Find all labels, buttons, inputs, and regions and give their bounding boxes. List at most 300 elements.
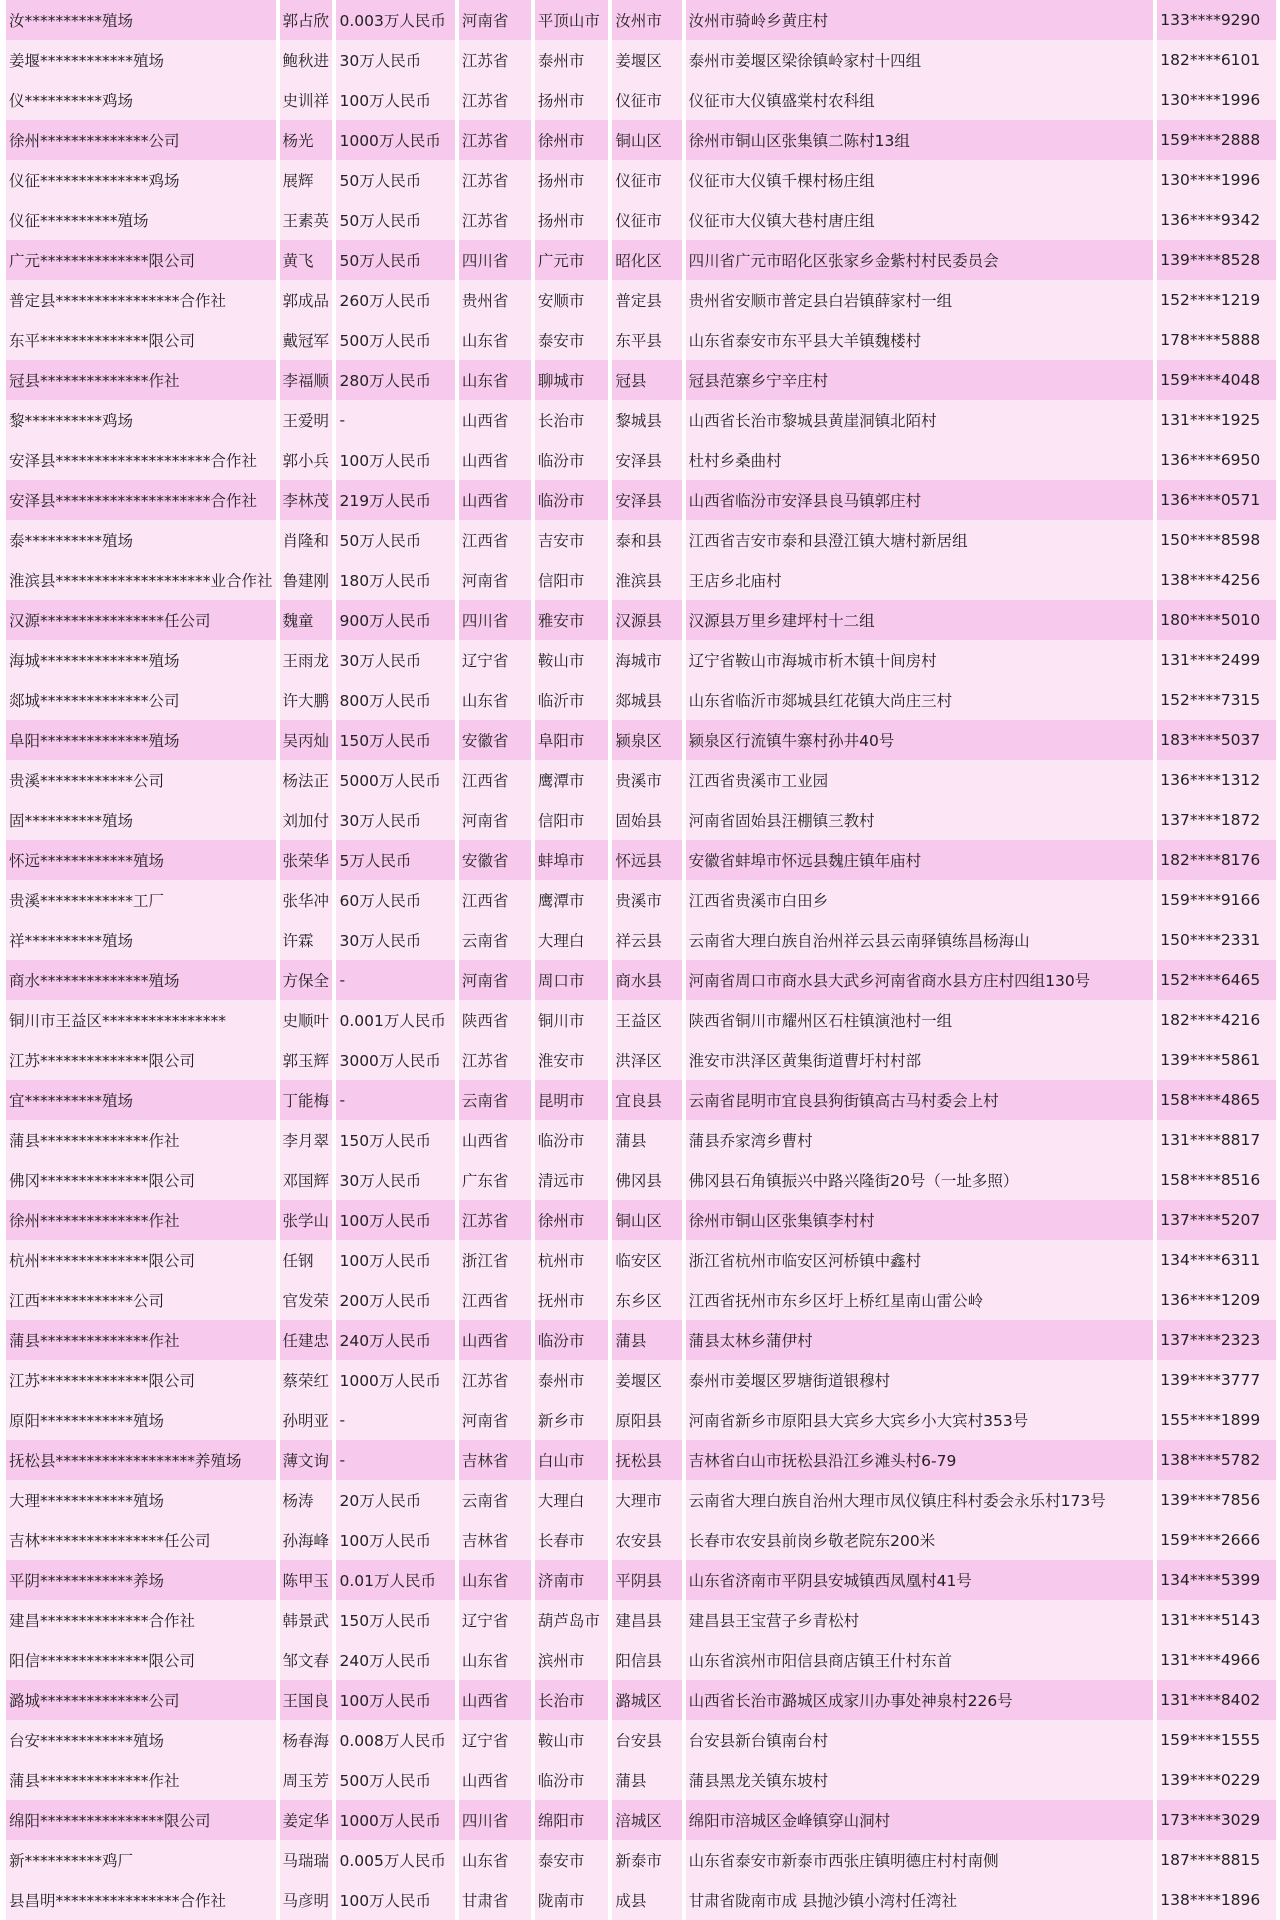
province-cell: 安徽省 <box>459 720 531 760</box>
address-cell: 建昌县王宝营子乡青松村 <box>686 1600 1154 1640</box>
capital-cell: 30万人民币 <box>336 1160 454 1200</box>
province-cell: 江苏省 <box>459 160 531 200</box>
city-cell: 抚州市 <box>535 1280 608 1320</box>
district-cell: 铜山区 <box>612 120 681 160</box>
capital-cell: 30万人民币 <box>336 800 454 840</box>
company-name-cell: 阜阳**************殖场 <box>6 720 276 760</box>
table-row <box>6 760 1276 800</box>
province-cell: 甘肃省 <box>459 1880 531 1920</box>
phone-cell: 182****6101 <box>1157 40 1276 80</box>
company-name-cell: 阳信**************限公司 <box>6 1640 276 1680</box>
phone-cell: 150****8598 <box>1157 520 1276 560</box>
district-cell: 东乡区 <box>612 1280 681 1320</box>
city-cell: 大理白 <box>535 1480 608 1520</box>
city-cell: 大理白 <box>535 920 608 960</box>
table-row <box>6 640 1276 680</box>
district-cell: 农安县 <box>612 1520 681 1560</box>
city-cell: 临汾市 <box>535 1320 608 1360</box>
phone-cell: 137****5207 <box>1157 1200 1276 1240</box>
table-row <box>6 840 1276 880</box>
company-name-cell: 大理************殖场 <box>6 1480 276 1520</box>
city-cell: 临汾市 <box>535 480 608 520</box>
city-cell: 信阳市 <box>535 800 608 840</box>
legal-rep-cell: 肖隆和 <box>280 520 333 560</box>
table-row <box>6 1600 1276 1640</box>
table-row <box>6 1560 1276 1600</box>
address-cell: 泰州市姜堰区梁徐镇岭家村十四组 <box>686 40 1154 80</box>
capital-cell: 100万人民币 <box>336 1880 454 1920</box>
company-name-cell: 江西************公司 <box>6 1280 276 1320</box>
legal-rep-cell: 孙明亚 <box>280 1400 333 1440</box>
table-row <box>6 1680 1276 1720</box>
capital-cell: 240万人民币 <box>336 1320 454 1360</box>
legal-rep-cell: 杨法正 <box>280 760 333 800</box>
address-cell: 云南省大理白族自治州大理市凤仪镇庄科村委会永乐村173号 <box>686 1480 1154 1520</box>
capital-cell: 30万人民币 <box>336 920 454 960</box>
table-row <box>6 1160 1276 1200</box>
province-cell: 山西省 <box>459 440 531 480</box>
city-cell: 葫芦岛市 <box>535 1600 608 1640</box>
city-cell: 临汾市 <box>535 1760 608 1800</box>
city-cell: 泰州市 <box>535 1360 608 1400</box>
province-cell: 江苏省 <box>459 200 531 240</box>
district-cell: 普定县 <box>612 280 681 320</box>
capital-cell: 150万人民币 <box>336 1600 454 1640</box>
legal-rep-cell: 李林茂 <box>280 480 333 520</box>
table-row <box>6 320 1276 360</box>
city-cell: 临汾市 <box>535 440 608 480</box>
district-cell: 平阴县 <box>612 1560 681 1600</box>
district-cell: 黎城县 <box>612 400 681 440</box>
district-cell: 新泰市 <box>612 1840 681 1880</box>
capital-cell: 100万人民币 <box>336 1680 454 1720</box>
phone-cell: 138****4256 <box>1157 560 1276 600</box>
address-cell: 蒲县乔家湾乡曹村 <box>686 1120 1154 1160</box>
city-cell: 周口市 <box>535 960 608 1000</box>
phone-cell: 136****0571 <box>1157 480 1276 520</box>
capital-cell: 100万人民币 <box>336 1200 454 1240</box>
city-cell: 蚌埠市 <box>535 840 608 880</box>
address-cell: 仪征市大仪镇千棵村杨庄组 <box>686 160 1154 200</box>
legal-rep-cell: 鲍秋进 <box>280 40 333 80</box>
province-cell: 河南省 <box>459 560 531 600</box>
province-cell: 江苏省 <box>459 1040 531 1080</box>
capital-cell: 5万人民币 <box>336 840 454 880</box>
city-cell: 临汾市 <box>535 1120 608 1160</box>
table-row <box>6 1200 1276 1240</box>
district-cell: 汝州市 <box>612 0 681 40</box>
province-cell: 吉林省 <box>459 1440 531 1480</box>
district-cell: 仪征市 <box>612 80 681 120</box>
legal-rep-cell: 官发荣 <box>280 1280 333 1320</box>
city-cell: 徐州市 <box>535 120 608 160</box>
capital-cell: 50万人民币 <box>336 240 454 280</box>
phone-cell: 137****1872 <box>1157 800 1276 840</box>
legal-rep-cell: 张华冲 <box>280 880 333 920</box>
table-row <box>6 120 1276 160</box>
company-name-cell: 台安************殖场 <box>6 1720 276 1760</box>
province-cell: 辽宁省 <box>459 1720 531 1760</box>
company-name-cell: 郯城**************公司 <box>6 680 276 720</box>
capital-cell: 800万人民币 <box>336 680 454 720</box>
province-cell: 江苏省 <box>459 120 531 160</box>
district-cell: 台安县 <box>612 1720 681 1760</box>
phone-cell: 131****4966 <box>1157 1640 1276 1680</box>
company-name-cell: 宜**********殖场 <box>6 1080 276 1120</box>
province-cell: 江西省 <box>459 1280 531 1320</box>
district-cell: 蒲县 <box>612 1320 681 1360</box>
province-cell: 云南省 <box>459 920 531 960</box>
phone-cell: 139****7856 <box>1157 1480 1276 1520</box>
legal-rep-cell: 魏童 <box>280 600 333 640</box>
company-name-cell: 怀远************殖场 <box>6 840 276 880</box>
district-cell: 颍泉区 <box>612 720 681 760</box>
table-row <box>6 960 1276 1000</box>
district-cell: 贵溪市 <box>612 880 681 920</box>
company-name-cell: 徐州**************公司 <box>6 120 276 160</box>
phone-cell: 180****5010 <box>1157 600 1276 640</box>
city-cell: 广元市 <box>535 240 608 280</box>
city-cell: 临沂市 <box>535 680 608 720</box>
capital-cell: 150万人民币 <box>336 1120 454 1160</box>
capital-cell: 100万人民币 <box>336 1240 454 1280</box>
capital-cell: 50万人民币 <box>336 160 454 200</box>
legal-rep-cell: 杨光 <box>280 120 333 160</box>
legal-rep-cell: 周玉芳 <box>280 1760 333 1800</box>
address-cell: 汝州市骑岭乡黄庄村 <box>686 0 1154 40</box>
province-cell: 山东省 <box>459 1560 531 1600</box>
address-cell: 山东省滨州市阳信县商店镇王什村东首 <box>686 1640 1154 1680</box>
table-row <box>6 1080 1276 1120</box>
legal-rep-cell: 任建忠 <box>280 1320 333 1360</box>
company-name-cell: 普定县****************合作社 <box>6 280 276 320</box>
capital-cell: - <box>336 1080 454 1120</box>
province-cell: 山西省 <box>459 1760 531 1800</box>
phone-cell: 178****5888 <box>1157 320 1276 360</box>
address-cell: 山西省长治市黎城县黄崖洞镇北陌村 <box>686 400 1154 440</box>
address-cell: 河南省固始县汪棚镇三教村 <box>686 800 1154 840</box>
phone-cell: 137****2323 <box>1157 1320 1276 1360</box>
company-name-cell: 汝**********殖场 <box>6 0 276 40</box>
province-cell: 陕西省 <box>459 1000 531 1040</box>
district-cell: 宜良县 <box>612 1080 681 1120</box>
phone-cell: 134****6311 <box>1157 1240 1276 1280</box>
city-cell: 白山市 <box>535 1440 608 1480</box>
capital-cell: - <box>336 400 454 440</box>
table-row <box>6 520 1276 560</box>
province-cell: 江苏省 <box>459 1200 531 1240</box>
city-cell: 杭州市 <box>535 1240 608 1280</box>
address-cell: 江西省抚州市东乡区圩上桥红星南山雷公岭 <box>686 1280 1154 1320</box>
address-cell: 浙江省杭州市临安区河桥镇中鑫村 <box>686 1240 1154 1280</box>
company-name-cell: 蒲县**************作社 <box>6 1320 276 1360</box>
address-cell: 四川省广元市昭化区张家乡金紫村村民委员会 <box>686 240 1154 280</box>
province-cell: 山西省 <box>459 400 531 440</box>
company-name-cell: 黎**********鸡场 <box>6 400 276 440</box>
province-cell: 山东省 <box>459 1840 531 1880</box>
address-cell: 云南省大理白族自治州祥云县云南驿镇练昌杨海山 <box>686 920 1154 960</box>
capital-cell: 0.01万人民币 <box>336 1560 454 1600</box>
legal-rep-cell: 王国良 <box>280 1680 333 1720</box>
phone-cell: 131****8817 <box>1157 1120 1276 1160</box>
address-cell: 徐州市铜山区张集镇二陈村13组 <box>686 120 1154 160</box>
company-name-cell: 安泽县********************合作社 <box>6 480 276 520</box>
company-name-cell: 抚松县******************养殖场 <box>6 1440 276 1480</box>
city-cell: 泰安市 <box>535 320 608 360</box>
district-cell: 仪征市 <box>612 200 681 240</box>
address-cell: 仪征市大仪镇盛棠村农科组 <box>686 80 1154 120</box>
capital-cell: 1000万人民币 <box>336 1800 454 1840</box>
province-cell: 山西省 <box>459 480 531 520</box>
capital-cell: 100万人民币 <box>336 440 454 480</box>
legal-rep-cell: 郭小兵 <box>280 440 333 480</box>
table-row <box>6 1800 1276 1840</box>
address-cell: 陕西省铜川市耀州区石柱镇演池村一组 <box>686 1000 1154 1040</box>
company-name-cell: 东平**************限公司 <box>6 320 276 360</box>
company-name-cell: 贵溪************工厂 <box>6 880 276 920</box>
city-cell: 长春市 <box>535 1520 608 1560</box>
legal-rep-cell: 杨春海 <box>280 1720 333 1760</box>
legal-rep-cell: 任钢 <box>280 1240 333 1280</box>
province-cell: 江西省 <box>459 520 531 560</box>
company-name-cell: 佛冈**************限公司 <box>6 1160 276 1200</box>
district-cell: 铜山区 <box>612 1200 681 1240</box>
legal-rep-cell: 马瑞瑞 <box>280 1840 333 1880</box>
city-cell: 清远市 <box>535 1160 608 1200</box>
province-cell: 辽宁省 <box>459 640 531 680</box>
district-cell: 商水县 <box>612 960 681 1000</box>
legal-rep-cell: 陈甲玉 <box>280 1560 333 1600</box>
capital-cell: 0.005万人民币 <box>336 1840 454 1880</box>
district-cell: 阳信县 <box>612 1640 681 1680</box>
province-cell: 安徽省 <box>459 840 531 880</box>
city-cell: 聊城市 <box>535 360 608 400</box>
table-row <box>6 80 1276 120</box>
company-name-cell: 固**********殖场 <box>6 800 276 840</box>
province-cell: 辽宁省 <box>459 1600 531 1640</box>
phone-cell: 138****1896 <box>1157 1880 1276 1920</box>
phone-cell: 131****1925 <box>1157 400 1276 440</box>
city-cell: 扬州市 <box>535 160 608 200</box>
province-cell: 江苏省 <box>459 80 531 120</box>
district-cell: 佛冈县 <box>612 1160 681 1200</box>
company-name-cell: 仪征**************鸡场 <box>6 160 276 200</box>
district-cell: 贵溪市 <box>612 760 681 800</box>
legal-rep-cell: 刘加付 <box>280 800 333 840</box>
province-cell: 江西省 <box>459 760 531 800</box>
district-cell: 涪城区 <box>612 1800 681 1840</box>
district-cell: 淮滨县 <box>612 560 681 600</box>
phone-cell: 173****3029 <box>1157 1800 1276 1840</box>
company-name-cell: 姜堰************殖场 <box>6 40 276 80</box>
address-cell: 绵阳市涪城区金峰镇穿山洞村 <box>686 1800 1154 1840</box>
capital-cell: 240万人民币 <box>336 1640 454 1680</box>
legal-rep-cell: 丁能梅 <box>280 1080 333 1120</box>
company-name-cell: 县昌明****************合作社 <box>6 1880 276 1920</box>
phone-cell: 130****1996 <box>1157 160 1276 200</box>
district-cell: 姜堰区 <box>612 40 681 80</box>
legal-rep-cell: 杨涛 <box>280 1480 333 1520</box>
address-cell: 汉源县万里乡建坪村十二组 <box>686 600 1154 640</box>
legal-rep-cell: 姜定华 <box>280 1800 333 1840</box>
phone-cell: 159****1555 <box>1157 1720 1276 1760</box>
legal-rep-cell: 李福顺 <box>280 360 333 400</box>
province-cell: 四川省 <box>459 240 531 280</box>
district-cell: 郯城县 <box>612 680 681 720</box>
table-row <box>6 440 1276 480</box>
address-cell: 安徽省蚌埠市怀远县魏庄镇年庙村 <box>686 840 1154 880</box>
phone-cell: 183****5037 <box>1157 720 1276 760</box>
phone-cell: 131****2499 <box>1157 640 1276 680</box>
district-cell: 昭化区 <box>612 240 681 280</box>
city-cell: 鹰潭市 <box>535 760 608 800</box>
city-cell: 淮安市 <box>535 1040 608 1080</box>
address-cell: 蒲县太林乡蒲伊村 <box>686 1320 1154 1360</box>
table-row <box>6 1880 1276 1920</box>
district-cell: 原阳县 <box>612 1400 681 1440</box>
district-cell: 仪征市 <box>612 160 681 200</box>
address-cell: 佛冈县石角镇振兴中路兴隆街20号（一址多照） <box>686 1160 1154 1200</box>
table-row <box>6 560 1276 600</box>
phone-cell: 139****0229 <box>1157 1760 1276 1800</box>
legal-rep-cell: 薄文询 <box>280 1440 333 1480</box>
table-row <box>6 1480 1276 1520</box>
phone-cell: 150****2331 <box>1157 920 1276 960</box>
legal-rep-cell: 蔡荣红 <box>280 1360 333 1400</box>
address-cell: 台安县新台镇南台村 <box>686 1720 1154 1760</box>
district-cell: 大理市 <box>612 1480 681 1520</box>
city-cell: 扬州市 <box>535 200 608 240</box>
legal-rep-cell: 孙海峰 <box>280 1520 333 1560</box>
legal-rep-cell: 郭占欣 <box>280 0 333 40</box>
capital-cell: 30万人民币 <box>336 640 454 680</box>
address-cell: 云南省昆明市宜良县狗街镇高古马村委会上村 <box>686 1080 1154 1120</box>
company-name-cell: 江苏**************限公司 <box>6 1360 276 1400</box>
legal-rep-cell: 张荣华 <box>280 840 333 880</box>
company-name-cell: 海城**************殖场 <box>6 640 276 680</box>
district-cell: 建昌县 <box>612 1600 681 1640</box>
table-row <box>6 920 1276 960</box>
capital-cell: 1000万人民币 <box>336 120 454 160</box>
province-cell: 江苏省 <box>459 40 531 80</box>
address-cell: 山东省泰安市新泰市西张庄镇明德庄村村南侧 <box>686 1840 1154 1880</box>
legal-rep-cell: 黄飞 <box>280 240 333 280</box>
legal-rep-cell: 鲁建刚 <box>280 560 333 600</box>
legal-rep-cell: 王爱明 <box>280 400 333 440</box>
city-cell: 泰安市 <box>535 1840 608 1880</box>
company-name-cell: 安泽县********************合作社 <box>6 440 276 480</box>
table-row <box>6 240 1276 280</box>
phone-cell: 159****9166 <box>1157 880 1276 920</box>
city-cell: 昆明市 <box>535 1080 608 1120</box>
table-row <box>6 360 1276 400</box>
province-cell: 云南省 <box>459 1080 531 1120</box>
city-cell: 长治市 <box>535 400 608 440</box>
capital-cell: 50万人民币 <box>336 200 454 240</box>
legal-rep-cell: 王素英 <box>280 200 333 240</box>
company-name-cell: 淮滨县********************业合作社 <box>6 560 276 600</box>
city-cell: 滨州市 <box>535 1640 608 1680</box>
city-cell: 泰州市 <box>535 40 608 80</box>
phone-cell: 152****6465 <box>1157 960 1276 1000</box>
capital-cell: 500万人民币 <box>336 320 454 360</box>
capital-cell: 50万人民币 <box>336 520 454 560</box>
province-cell: 云南省 <box>459 1480 531 1520</box>
address-cell: 甘肃省陇南市成 县抛沙镇小湾村任湾社 <box>686 1880 1154 1920</box>
company-table <box>2 0 1280 1920</box>
province-cell: 山东省 <box>459 360 531 400</box>
capital-cell: 20万人民币 <box>336 1480 454 1520</box>
table-row <box>6 400 1276 440</box>
company-name-cell: 绵阳****************限公司 <box>6 1800 276 1840</box>
province-cell: 四川省 <box>459 1800 531 1840</box>
address-cell: 江西省贵溪市工业园 <box>686 760 1154 800</box>
address-cell: 江西省贵溪市白田乡 <box>686 880 1154 920</box>
table-row <box>6 1000 1276 1040</box>
province-cell: 山东省 <box>459 1640 531 1680</box>
capital-cell: 150万人民币 <box>336 720 454 760</box>
city-cell: 安顺市 <box>535 280 608 320</box>
address-cell: 河南省新乡市原阳县大宾乡大宾乡小大宾村353号 <box>686 1400 1154 1440</box>
province-cell: 广东省 <box>459 1160 531 1200</box>
phone-cell: 130****1996 <box>1157 80 1276 120</box>
capital-cell: 0.001万人民币 <box>336 1000 454 1040</box>
address-cell: 贵州省安顺市普定县白岩镇薛家村一组 <box>686 280 1154 320</box>
table-row <box>6 1520 1276 1560</box>
table-row <box>6 1840 1276 1880</box>
district-cell: 成县 <box>612 1880 681 1920</box>
address-cell: 淮安市洪泽区黄集街道曹圩村村部 <box>686 1040 1154 1080</box>
phone-cell: 158****4865 <box>1157 1080 1276 1120</box>
district-cell: 蒲县 <box>612 1120 681 1160</box>
company-name-cell: 吉林****************任公司 <box>6 1520 276 1560</box>
table-row <box>6 1760 1276 1800</box>
company-name-cell: 新**********鸡厂 <box>6 1840 276 1880</box>
legal-rep-cell: 韩景武 <box>280 1600 333 1640</box>
table-row <box>6 600 1276 640</box>
district-cell: 临安区 <box>612 1240 681 1280</box>
phone-cell: 182****8176 <box>1157 840 1276 880</box>
address-cell: 长春市农安县前岗乡敬老院东200米 <box>686 1520 1154 1560</box>
phone-cell: 136****1209 <box>1157 1280 1276 1320</box>
legal-rep-cell: 展辉 <box>280 160 333 200</box>
legal-rep-cell: 邹文春 <box>280 1640 333 1680</box>
legal-rep-cell: 邓国辉 <box>280 1160 333 1200</box>
company-name-cell: 铜川市王益区**************** <box>6 1000 276 1040</box>
district-cell: 东平县 <box>612 320 681 360</box>
legal-rep-cell: 马彦明 <box>280 1880 333 1920</box>
city-cell: 新乡市 <box>535 1400 608 1440</box>
table-body <box>6 0 1276 1920</box>
capital-cell: 100万人民币 <box>336 1520 454 1560</box>
province-cell: 河南省 <box>459 960 531 1000</box>
legal-rep-cell: 史训祥 <box>280 80 333 120</box>
phone-cell: 182****4216 <box>1157 1000 1276 1040</box>
address-cell: 蒲县黑龙关镇东坡村 <box>686 1760 1154 1800</box>
district-cell: 汉源县 <box>612 600 681 640</box>
phone-cell: 139****3777 <box>1157 1360 1276 1400</box>
city-cell: 吉安市 <box>535 520 608 560</box>
company-name-cell: 蒲县**************作社 <box>6 1120 276 1160</box>
legal-rep-cell: 吴丙灿 <box>280 720 333 760</box>
capital-cell: - <box>336 1440 454 1480</box>
address-cell: 河南省周口市商水县大武乡河南省商水县方庄村四组130号 <box>686 960 1154 1000</box>
district-cell: 蒲县 <box>612 1760 681 1800</box>
district-cell: 冠县 <box>612 360 681 400</box>
table-row <box>6 880 1276 920</box>
table-row <box>6 1400 1276 1440</box>
table-row <box>6 1240 1276 1280</box>
